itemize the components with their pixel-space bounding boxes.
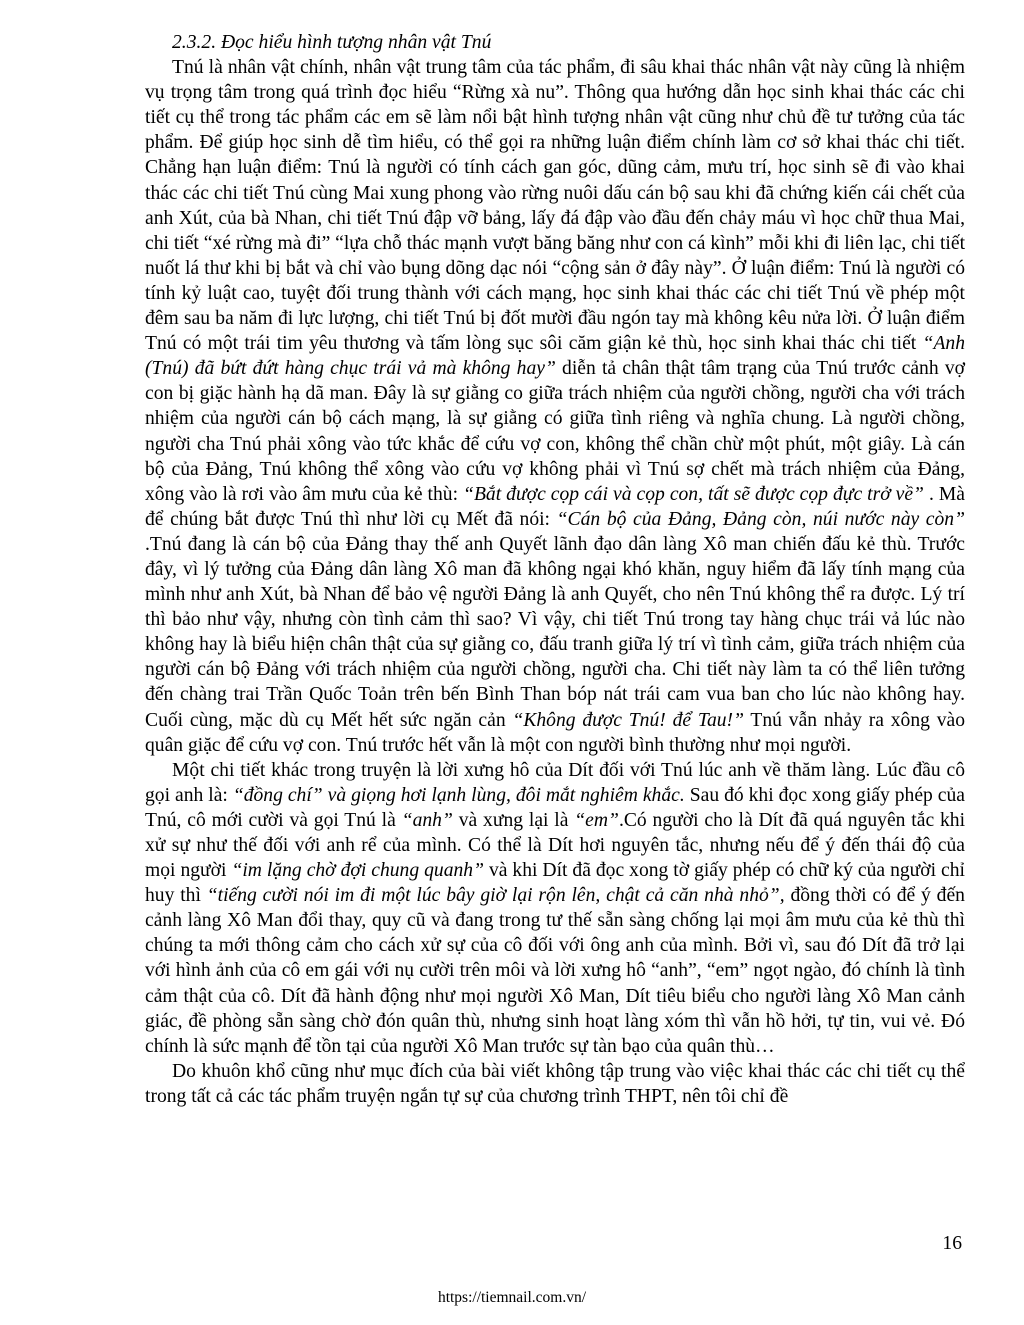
- p1-text-2: diễn tả chân thật tâm trạng của Tnú trước cảnh vợ con bị giặc hành hạ dã man. Đây là sự giằng co giữa trách nhiệm của người chồng, người cha với trách nhiệm của người cán bộ cách mạng, là sự giằng có giữa tình riêng và nghĩa chung. Là người chồng, người cha Tnú phải xông vào tức khắc để cứu vợ con, không thể chần chừ một phút, một giây. Là cán bộ của Đảng, Tnú không thể xông vào cứu vợ không phải vì Tnú sợ chết mà trách nhiệm của Đảng, xông vào là rơi vào âm mưu của kẻ thù:: [145, 358, 965, 505]
- p1-text-4: .Tnú đang là cán bộ của Đảng thay thế anh Quyết lãnh đạo dân làng Xô man chiến đấu kẻ thù. Trước đây, vì lý tưởng của Đảng dân làng Xô man đã không ngại khó khăn, nguy hiểm đã lấy tính mạng của mình như anh Xút, bà Nhan để bảo vệ người Đảng là anh Quyết, cho nên Tnú không thể ra được. Lý trí thì bảo như vậy, nhưng còn tình cảm thì sao? Vì vậy, chi tiết Tnú trong tay hàng chục trái vả lúc nào không hay là biểu hiện chân thật của sự giằng co, đấu tranh giữa lý trí vì tình cảm, giữa trách nhiệm của người cán bộ Đảng với trách nhiệm của người chồng, người cha. Chi tiết này làm ta có thể liên tưởng đến chàng trai Trần Quốc Toản trên bến Bình Than bóp nát trái cam vua ban cho lúc nào không hay. Cuối cùng, mặc dù cụ Mết hết sức ngăn cản: [145, 533, 965, 731]
- p1-quote-1: “Anh (Tnú) đã bứt đứt hàng chục trái vả mà không hay”: [145, 333, 966, 380]
- p1-text-3: . Mà để chúng bắt được Tnú thì như lời cụ Mết đã nói:: [145, 483, 966, 530]
- p2-quote-5: “tiếng cười nói im đi một lúc bây giờ lại rộn lên, chật cả căn nhà nhỏ”,: [206, 885, 785, 907]
- document-body: [145, 30, 965, 1109]
- p2-quote-1: “đồng chí” và giọng hơi lạnh lùng, đôi mắt nghiêm khắc.: [232, 784, 685, 806]
- page-number: 16: [942, 1233, 962, 1254]
- paragraph-2: [145, 758, 965, 1059]
- p2-text-6: đồng thời có để ý đến cảnh làng Xô Man đổi thay, quy cũ và đang trong tư thế sẵn sàng chống lại mọi âm mưu của kẻ thù thì chúng ta mới thông cảm cho cách xử sự của cô đối với ông anh của mình. Bởi vì, sau đó Dít đã trở lại với hình ảnh của cô em gái với nụ cười trên môi và lời xưng hô “anh”, “em” ngọt ngào, đó chính là tình cảm thật của cô. Dít đã hành động như mọi người Xô Man, Dít tiêu biểu cho người làng Xô Man cảnh giác, đề phòng sẵn sàng chờ đón quân thù, nhưng sinh hoạt làng xóm thì vẫn hồ hởi, tự tin, vui vẻ. Đó chính là sức mạnh để tồn tại của người Xô Man trước sự tàn bạo của quân thù…: [145, 885, 965, 1057]
- p2-text-5: và khi Dít đã đọc xong tờ giấy phép có chữ ký của người chỉ huy thì: [145, 860, 965, 907]
- footer-url[interactable]: https://tiemnail.com.vn/: [437, 1289, 587, 1306]
- p1-quote-2: “Bắt được cọp cái và cọp con, tất sẽ được cọp đực trở về”: [463, 483, 924, 505]
- section-heading: 2.3.2. Đọc hiểu hình tượng nhân vật Tnú: [172, 32, 492, 53]
- p2-quote-2: “anh”: [401, 809, 453, 831]
- p1-text-5: Tnú vẫn nhảy ra xông vào quân giặc để cứu vợ con. Tnú trước hết vẫn là một con người bình thường như mọi người.: [145, 709, 965, 756]
- p2-text-4: .Có người cho là Dít đã quá nguyên tắc khi xử sự như thế đối với anh rể của mình. Có thể là Dít hơi nguyên tắc, nhưng nếu để ý đến thái độ của mọi người: [145, 809, 966, 882]
- p1-quote-3: “Cán bộ của Đảng, Đảng còn, núi nước này còn”: [556, 508, 965, 530]
- p1-text-1: Tnú là nhân vật chính, nhân vật trung tâm của tác phẩm, đi sâu khai thác nhân vật này cũng là nhiệm vụ trọng tâm trong quá trình đọc hiểu “Rừng xà nu”. Thông qua hướng dẫn học sinh khai thác các chi tiết cụ thể trong tác phẩm các em sẽ làm nổi bật hình tượng nhân vật cũng như chủ đề tư tưởng của tác phẩm. Để giúp học sinh dễ tìm hiểu, có thể gọi ra những luận điểm chính làm cơ sở khai thác chi tiết. Chẳng hạn luận điểm: Tnú là người có tính cách gan góc, dũng cảm, mưu trí, học sinh sẽ đi vào khai thác các chi tiết Tnú cùng Mai xung phong vào rừng nuôi dấu cán bộ sau khi đã chứng kiến cái chết của anh Xút, của bà Nhan, chi tiết Tnú đập vỡ bảng, lấy đá đập vào đầu đến chảy máu vì học chữ thua Mai, chi tiết “xé rừng mà đi” “lựa chỗ thác mạnh vượt băng băng như con cá kình” mỗi khi đi liên lạc, chi tiết nuốt lá thư khi bị bắt và chỉ vào bụng dõng dạc nói “cộng sản ở đây này”. Ở luận điểm: Tnú là người có tính kỷ luật cao, tuyệt đối trung thành với cách mạng, học sinh khai thác các chi tiết Tnú về phép một đêm sau ba năm đi lực lượng, chi tiết Tnú bị đốt mười đầu ngón tay mà không kêu nửa lời. Ở luận điểm Tnú có một trái tim yêu thương và tấm lòng sục sôi căm giận kẻ thù, học sinh khai thác chi tiết: [145, 57, 966, 355]
- p2-quote-3: “em”: [574, 809, 619, 831]
- paragraph-3: [145, 1059, 965, 1109]
- p1-quote-4: “Không được Tnú! để Tau!”: [512, 709, 744, 731]
- p2-quote-4: “im lặng chờ đợi chung quanh”: [231, 860, 484, 882]
- p2-text-3: và xưng lại là: [458, 809, 569, 831]
- p2-text-1: Một chi tiết khác trong truyện là lời xưng hô của Dít đối với Tnú lúc anh về thăm làng. Lúc đầu cô gọi anh là:: [145, 759, 965, 806]
- paragraph-1: [145, 55, 965, 758]
- p3-text-1: Do khuôn khổ cũng như mục đích của bài viết không tập trung vào việc khai thác các chi tiết cụ thể trong tất cả các tác phẩm truyện ngắn tự sự của chương trình THPT, nên tôi chỉ đề: [145, 1060, 965, 1107]
- p2-text-2: Sau đó khi đọc xong giấy phép của Tnú, cô mới cười và gọi Tnú là: [145, 784, 965, 831]
